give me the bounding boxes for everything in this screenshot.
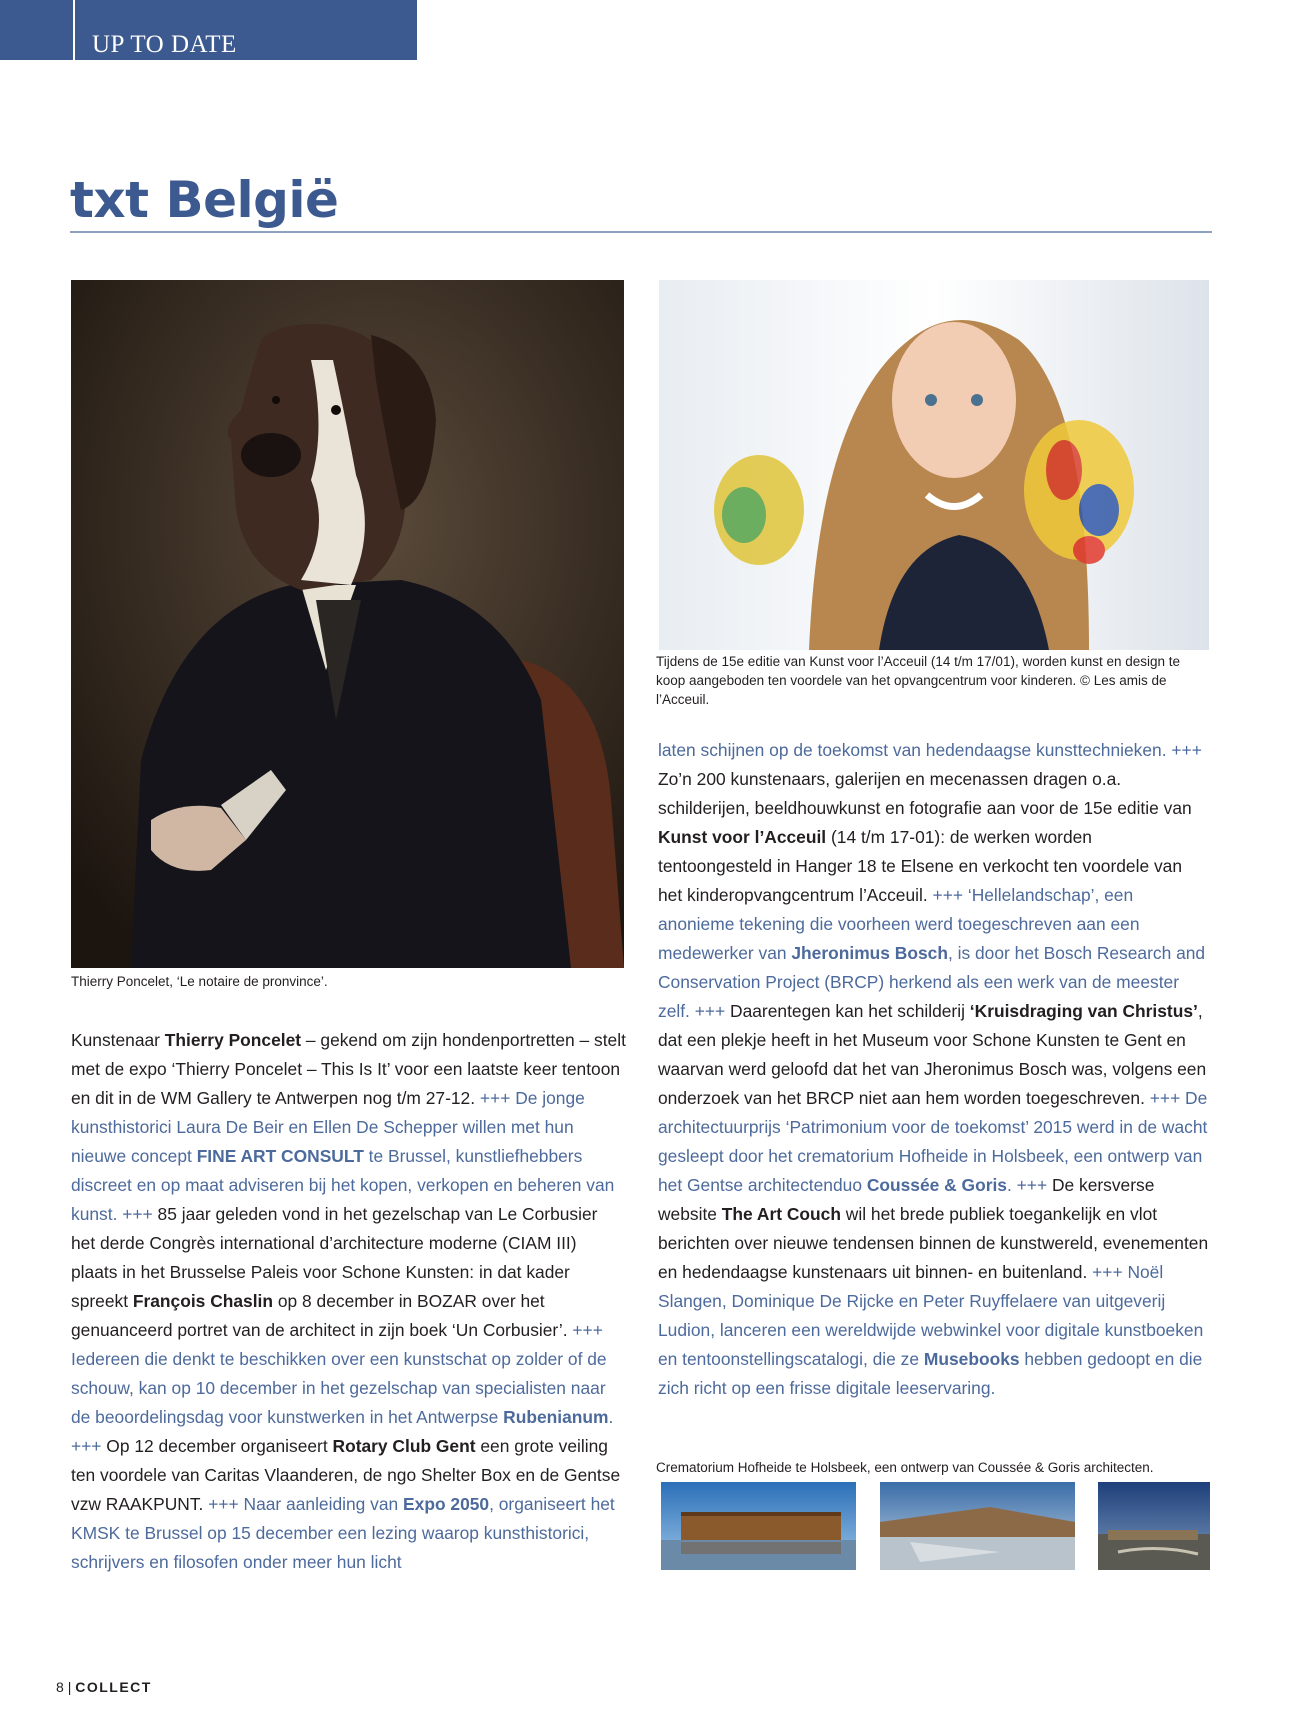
highlight-span: +++ ‘Hellelandschap’, een anonieme tekening die voorheen werd toegeschreven aan een medewerker van	[658, 885, 1140, 963]
page-footer	[56, 1679, 152, 1695]
bold-name: Rotary Club Gent	[332, 1436, 476, 1456]
text-span: Kunstenaar	[71, 1030, 165, 1050]
bold-name: ‘Kruisdraging van Christus’	[969, 1001, 1198, 1021]
section-label: UP TO DATE	[92, 31, 237, 58]
page-title: txt België	[70, 171, 339, 229]
text-span: Daarentegen kan het schilderij	[725, 1001, 970, 1021]
bold-name: Jheronimus Bosch	[791, 943, 948, 963]
highlight-span: +++ Noël Slangen, Dominique De Rijcke en Peter Ruyffelaere van uitgeverij Ludion, lanceren een wereldwijde webwinkel voor digitale kunstboeken en tentoonstellingscatalogi, die ze	[658, 1262, 1204, 1369]
girl-painted-hands-photo	[659, 280, 1209, 650]
text-span: , dat een plekje heeft in het Museum voor Schone Kunsten te Gent en waarvan werd geloofd dat het van Jheronimus Bosch was, volgens een onderzoek van het BRCP niet aan hem worden toegeschreven.	[658, 1001, 1207, 1108]
text-span: een grote veiling ten voordele van Caritas Vlaanderen, de ngo Shelter Box en de Gentse vzw RAAKPUNT.	[71, 1436, 621, 1514]
page-number: 8	[56, 1679, 64, 1695]
right-article-column	[658, 736, 1210, 1403]
crematorium-photo-3	[1098, 1482, 1210, 1570]
highlight-span: +++ De jonge kunsthistorici Laura De Beir en Ellen De Schepper willen met hun nieuwe concept	[71, 1088, 585, 1166]
highlight-span: te Brussel, kunstliefhebbers discreet en op maat adviseren bij het kopen, verkopen en beheren van kunst. +++	[71, 1146, 615, 1224]
highlight-span: laten schijnen op de toekomst van hedendaagse kunsttechnieken. +++	[658, 740, 1202, 760]
left-article-column	[71, 1026, 626, 1577]
crematorium-caption: Crematorium Hofheide te Holsbeek, een ontwerp van Coussée & Goris architecten.	[656, 1460, 1154, 1475]
text-span: wil het brede publiek toegankelijk en vlot berichten over nieuwe tendensen binnen de kunstwereld, evenementen en hedendaagse kunstenaars uit binnen- en buitenland.	[658, 1204, 1209, 1282]
crematorium-photo-1	[661, 1482, 856, 1570]
highlight-span: hebben gedoopt en die zich richt op een frisse digitale leeservaring.	[658, 1349, 1203, 1398]
text-span: Zo’n 200 kunstenaars, galerijen en mecenassen dragen o.a. schilderijen, beeldhouwkunst en fotografie aan voor de 15e editie van	[658, 769, 1192, 818]
footer-separator: |	[67, 1679, 72, 1695]
highlight-span: . +++	[1006, 1175, 1048, 1195]
highlight-span: +++ Naar aanleiding van	[203, 1494, 404, 1514]
magazine-brand: COLLECT	[75, 1679, 152, 1695]
bold-name: Thierry Poncelet	[164, 1030, 302, 1050]
dog-painting-caption: Thierry Poncelet, ‘Le notaire de pronvince’.	[71, 974, 328, 989]
highlight-span: +++ Iedereen die denkt te beschikken over een kunstschat op zolder of de schouw, kan op 10 december in het gezelschap van specialisten naar de beoordelingsdag voor kunstwerken in het Antwerpse	[71, 1320, 607, 1427]
dog-portrait-painting	[71, 280, 624, 968]
bold-name: Coussée & Goris	[866, 1175, 1007, 1195]
crematorium-photo-2	[880, 1482, 1075, 1570]
highlight-span: , is door het Bosch Research and Conservation Project (BRCP) herkend als een werk van de meester zelf. +++	[658, 943, 1206, 1021]
bold-name: Expo 2050	[403, 1494, 490, 1514]
header-divider	[73, 0, 75, 60]
text-span: – gekend om zijn hondenportretten – stelt met de expo ‘Thierry Poncelet – This Is It’ voor een laatste keer tentoon en dit in de WM Gallery te Antwerpen nog t/m 27-12.	[71, 1030, 626, 1108]
text-span: 85 jaar geleden vond in het gezelschap van Le Corbusier het derde Congrès international d’architecture moderne (CIAM III) plaats in het Brusselse Paleis voor Schone Kunsten: in dat kader spreekt	[71, 1204, 598, 1311]
bold-name: The Art Couch	[721, 1204, 841, 1224]
text-span: De kersverse website	[658, 1175, 1155, 1224]
text-span: op 8 december in BOZAR over het genuanceerd portret van de architect in zijn boek ‘Un Corbusier’.	[71, 1291, 568, 1340]
highlight-span: +++ De architectuurprijs ‘Patrimonium voor de toekomst’ 2015 werd in de wacht gesleept door het crematorium Hofheide in Holsbeek, een ontwerp van het Gentse architectenduo	[658, 1088, 1208, 1195]
bold-name: Musebooks	[923, 1349, 1020, 1369]
bold-name: Kunst voor l’Acceuil	[658, 827, 827, 847]
girl-photo-caption: Tijdens de 15e editie van Kunst voor l’Acceuil (14 t/m 17/01), worden kunst en design te koop aangeboden ten voordele van het opvangcentrum voor kinderen. © Les amis de l’Acceuil.	[656, 654, 1181, 707]
text-span: Op 12 december organiseert	[101, 1436, 333, 1456]
title-underline	[70, 231, 1212, 233]
bold-name: Rubenianum	[503, 1407, 609, 1427]
bold-name: FINE ART CONSULT	[196, 1146, 364, 1166]
text-span: (14 t/m 17-01): de werken worden tentoongesteld in Hanger 18 te Elsene en verkocht ten voordele van het kinderopvangcentrum l’Acceuil.	[658, 827, 1183, 905]
highlight-span: . +++	[71, 1407, 614, 1456]
bold-name: François Chaslin	[132, 1291, 274, 1311]
highlight-span: , organiseert het KMSK te Brussel op 15 december een lezing waarop kunsthistorici, schrijvers en filosofen onder meer hun licht	[71, 1494, 615, 1572]
